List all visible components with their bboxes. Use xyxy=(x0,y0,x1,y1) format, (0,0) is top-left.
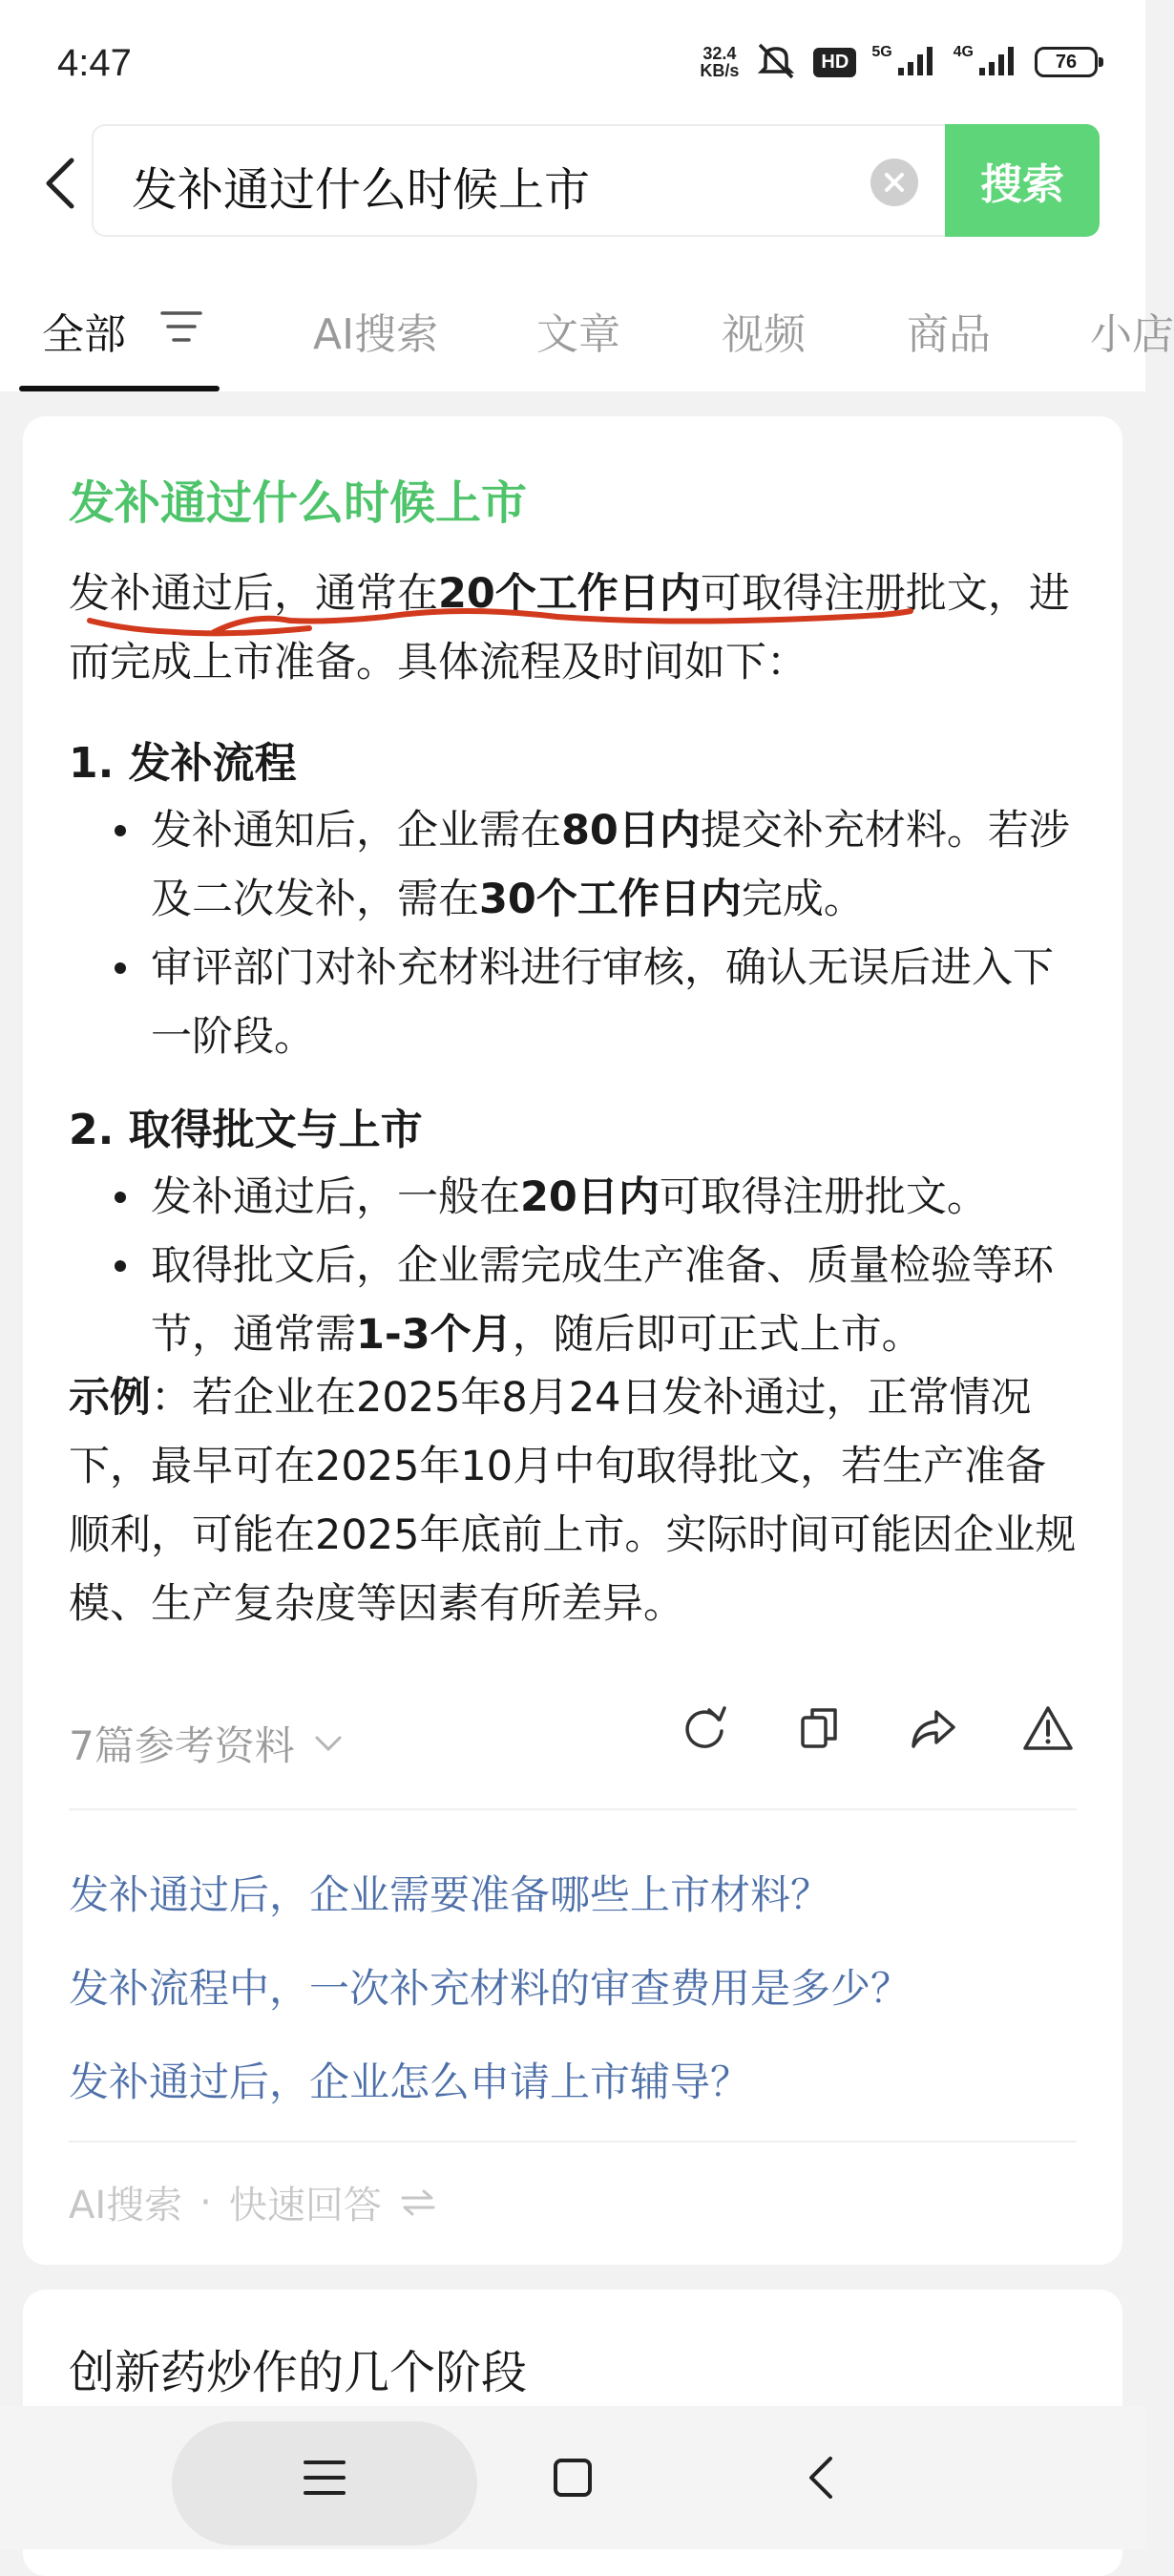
ai-answer-card xyxy=(23,416,1122,2265)
status-icons xyxy=(700,38,1098,86)
copy-icon[interactable] xyxy=(792,1701,846,1755)
signal-4g-icon xyxy=(977,43,1019,81)
search-button[interactable]: 搜索 xyxy=(945,124,1100,237)
example-paragraph: 示例：若企业在2025年8月24日发补通过，正常情况下，最早可在2025年10月中旬取得批文，若生产准备顺利，可能在2025年底前上市。实际时间可能因企业规模、生产复杂度等因素有所差异。 xyxy=(69,1374,1077,1628)
tab-articles[interactable]: 文章 xyxy=(536,310,620,359)
divider xyxy=(69,2141,1077,2143)
report-warning-icon[interactable] xyxy=(1021,1701,1075,1755)
tab-ai-search[interactable]: AI搜索 xyxy=(313,310,439,359)
search-input[interactable] xyxy=(92,124,947,237)
tab-videos[interactable]: 视频 xyxy=(722,310,806,359)
signal-4g-label: 4G xyxy=(953,44,974,60)
status-time: 4:47 xyxy=(57,42,132,84)
menu-icon xyxy=(304,2459,346,2497)
network-speed: 32.4 KB/s xyxy=(700,44,740,80)
section-heading-1: 1. 发补流程 xyxy=(69,739,297,788)
suggested-question-2[interactable]: 发补流程中，一次补充材料的审查费用是多少？ xyxy=(69,1965,912,2012)
chevron-down-icon xyxy=(314,1735,343,1752)
mute-bell-icon xyxy=(754,41,798,83)
status-bar xyxy=(0,0,1145,124)
signal-5g-icon xyxy=(896,43,938,81)
result-title[interactable]: 创新药炒作的几个阶段 xyxy=(69,2346,528,2399)
answer-actions xyxy=(678,1701,1075,1755)
list-item: 发补通过后，一般在20日内可取得注册批文。 xyxy=(69,1163,1080,1232)
section-2-list xyxy=(69,1163,1080,1369)
answer-title: 发补通过什么时候上市 xyxy=(69,476,528,530)
search-query-text: 发补通过什么时候上市 xyxy=(132,163,591,217)
list-item: 审评部门对补充材料进行审核，确认无误后进入下一阶段。 xyxy=(69,934,1080,1071)
filter-icon[interactable] xyxy=(160,309,202,348)
signal-5g-label: 5G xyxy=(871,44,892,60)
divider xyxy=(69,1808,1077,1810)
active-tab-indicator xyxy=(19,386,220,391)
back-button[interactable] xyxy=(36,145,84,222)
chevron-left-icon xyxy=(43,157,77,210)
tab-shops[interactable]: 小店 xyxy=(1090,310,1174,359)
answer-source-note: AI搜索 · 快速回答 xyxy=(69,2175,437,2229)
system-nav-bar xyxy=(0,2406,1145,2549)
suggested-question-1[interactable]: 发补通过后，企业需要准备哪些上市材料？ xyxy=(69,1871,831,1918)
system-back-button[interactable] xyxy=(783,2444,859,2511)
tab-all[interactable]: 全部 xyxy=(42,310,126,359)
answer-intro: 发补通过后，通常在20个工作日内可取得注册批文，进而完成上市准备。具体流程及时间如下： xyxy=(69,570,1070,686)
refresh-icon[interactable] xyxy=(678,1701,731,1755)
back-arrow-icon xyxy=(807,2455,835,2501)
share-icon[interactable] xyxy=(907,1701,960,1755)
list-item: 取得批文后，企业需完成生产准备、质量检验等环节，通常需1-3个月，随后即可正式上市。 xyxy=(69,1232,1080,1369)
hd-badge: HD xyxy=(813,48,856,77)
search-bar xyxy=(0,124,1145,258)
battery-indicator: 76 xyxy=(1035,47,1098,77)
result-tabs xyxy=(0,258,1174,391)
tab-products[interactable]: 商品 xyxy=(907,310,991,359)
section-heading-2: 2. 取得批文与上市 xyxy=(69,1106,423,1154)
home-button[interactable] xyxy=(535,2444,611,2511)
switch-arrows-icon[interactable] xyxy=(399,2188,437,2217)
close-icon xyxy=(884,172,905,193)
references-toggle[interactable]: 7篇参考资料 xyxy=(69,1715,343,1772)
section-1-list xyxy=(69,796,1080,1071)
suggested-question-3[interactable]: 发补通过后，企业怎么申请上市辅导？ xyxy=(69,2059,751,2105)
menu-button[interactable] xyxy=(286,2444,363,2511)
home-square-icon xyxy=(552,2457,594,2499)
list-item: 发补通知后，企业需在80日内提交补充材料。若涉及二次发补，需在30个工作日内完成。 xyxy=(69,796,1080,934)
clear-search-button[interactable] xyxy=(870,158,918,206)
